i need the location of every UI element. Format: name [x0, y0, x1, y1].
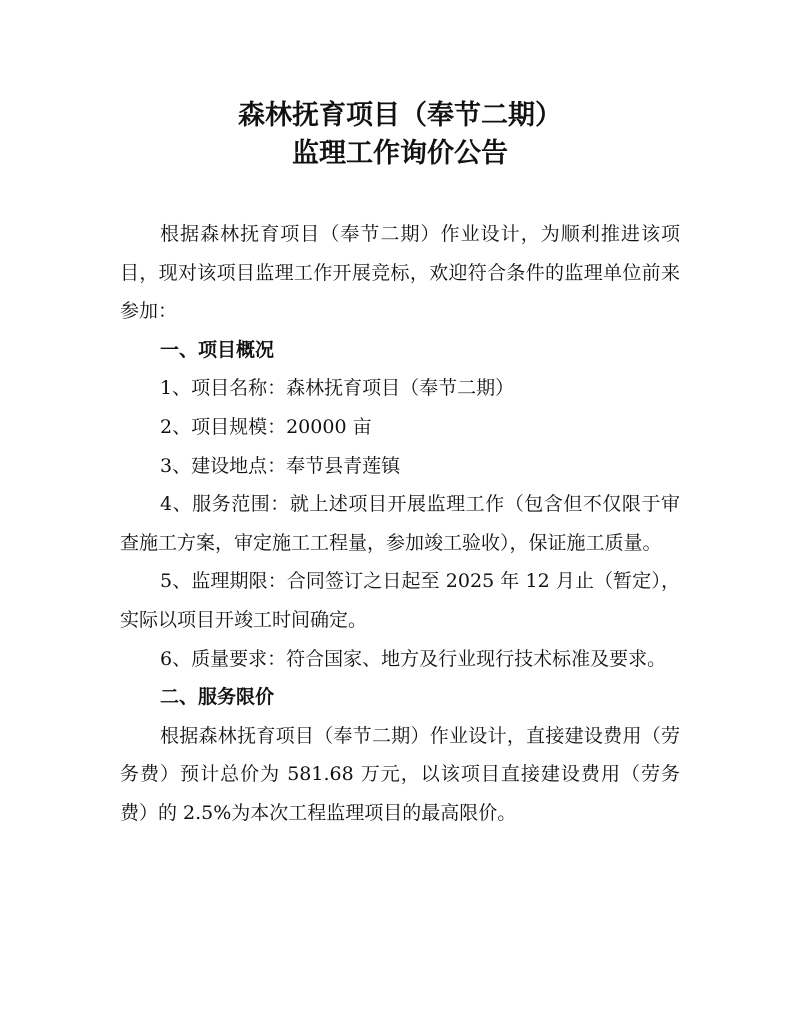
item-quality-requirement: 6、质量要求：符合国家、地方及行业现行技术标准及要求。: [160, 647, 667, 670]
intro-paragraph: 根据森林抚育项目（奉节二期）作业设计，为顺利推进该项目，现对该项目监理工作开展竞标，欢迎符合条件的监理单位前来参加：: [120, 223, 680, 323]
document-title-line-1: 森林抚育项目（奉节二期）: [238, 100, 562, 131]
document-body: [120, 215, 680, 833]
item-project-scale: 2、项目规模：20000 亩: [160, 415, 372, 438]
item-construction-site: 3、建设地点：奉节县青莲镇: [160, 454, 401, 477]
service-price-paragraph: 根据森林抚育项目（奉节二期）作业设计，直接建设费用（劳务费）预计总价为 581.68 万元，以该项目直接建设费用（劳务费）的 2.5%为本次工程监理项目的最高限价。: [120, 724, 680, 824]
section-heading-project-overview: 一、项目概况: [160, 338, 275, 361]
item-project-name: 1、项目名称：森林抚育项目（奉节二期）: [160, 377, 515, 400]
document-title-line-2: 监理工作询价公告: [292, 138, 508, 169]
item-supervision-period: 5、监理期限：合同签订之日起至 2025 年 12 月止（暂定），实际以项目开竣工时间确定。: [120, 570, 680, 631]
section-heading-service-price-limit: 二、服务限价: [160, 686, 275, 709]
item-service-scope: 4、服务范围：就上述项目开展监理工作（包含但不仅限于审查施工方案，审定施工工程量，参加竣工验收），保证施工质量。: [120, 493, 680, 554]
